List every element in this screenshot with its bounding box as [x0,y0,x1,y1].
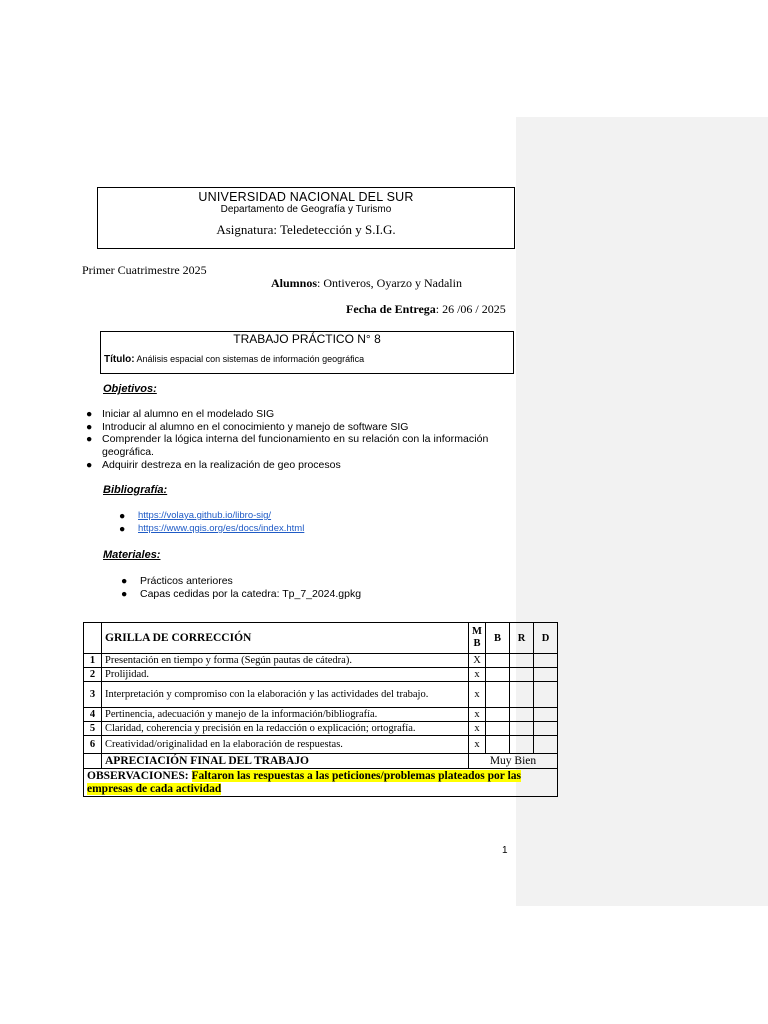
list-item: ● Introducir al alumno en el conocimiento y manejo de software SIG [86,420,409,433]
list-item: ● Iniciar al alumno en el modelado SIG [86,408,275,420]
bullet-icon: ● [86,433,93,445]
bullet-icon: ● [121,575,128,587]
col-d: D [534,623,558,654]
practical-subject-line [104,354,513,365]
link-qgis[interactable]: https://www.qgis.org/es/docs/index.html [138,523,305,534]
bullet-icon: ● [86,420,93,433]
observations-label: OBSERVACIONES: [87,769,192,782]
materials-heading: Materiales: [103,549,161,561]
bullet-icon: ● [86,408,93,420]
table-row: 2 Prolijidad. x [84,668,558,682]
final-appreciation-label: APRECIACIÓN FINAL DEL TRABAJO [102,754,469,769]
subject-name: Asignatura: Teledetección y S.I.G. [216,222,396,237]
col-r: R [510,623,534,654]
table-row: 4 Pertinencia, adecuación y manejo de la información/bibliografía. x [84,708,558,722]
page-number: 1 [502,845,508,856]
due-value: : 26 /06 / 2025 [435,302,506,316]
table-row: 3 Interpretación y compromiso con la elaboración y las actividades del trabajo. x [84,682,558,708]
students-label: Alumnos [271,276,318,290]
list-item [119,523,479,535]
observations-row [84,769,558,797]
correction-grid [83,622,558,797]
practical-title: TRABAJO PRÁCTICO N° 8 [233,332,381,346]
final-appreciation-row [84,754,558,769]
department-name: Departamento de Geografía y Turismo [220,204,392,215]
final-appreciation-value: Muy Bien [469,754,558,769]
due-label: Fecha de Entrega [346,302,436,316]
list-item: ● Adquirir destreza en la realización de geo procesos [86,459,341,471]
bullet-icon: ● [119,510,126,522]
list-item: ● Prácticos anteriores [121,575,233,587]
university-name: UNIVERSIDAD NACIONAL DEL SUR [198,190,414,204]
list-item: ● Capas cedidas por la catedra: Tp_7_2024.gpkg [121,587,362,600]
practical-box [100,331,514,374]
bullet-icon: ● [119,523,126,535]
students-line [271,276,462,291]
table-row: 1 Presentación en tiempo y forma (Según pautas de cátedra). X [84,654,558,668]
table-row: 5 Claridad, coherencia y precisión en la redacción o explicación; ortografía. x [84,722,558,736]
link-volaya[interactable]: https://volaya.github.io/libro-sig/ [138,510,272,521]
objectives-heading: Objetivos: [103,383,157,395]
col-b: B [486,623,510,654]
bullet-icon: ● [121,587,128,600]
observations-cell [84,769,558,797]
header-box [97,187,515,249]
bibliography-heading: Bibliografía: [103,484,168,496]
title-value: Análisis espacial con sistemas de información geográfica [134,354,365,364]
observations-text: Faltaron las respuestas a las peticiones/problemas plateados por las empresas de cada actividad [87,769,521,795]
students-value: : Ontiveros, Oyarzo y Nadalin [317,276,462,290]
list-item: ● Comprender la lógica interna del funcionamiento en su relación con la información [86,433,489,445]
bullet-icon: ● [86,459,93,471]
list-item [119,510,479,522]
term-text: Primer Cuatrimestre 2025 [82,263,207,277]
list-item-continuation: geográfica. [102,445,154,458]
due-date-line [346,302,506,317]
title-label: Título: [104,354,135,365]
grid-header-row [84,623,558,654]
table-row: 6 Creatividad/originalidad en la elaboración de respuestas. x [84,736,558,754]
col-mb: M B [469,623,486,654]
grid-title: GRILLA DE CORRECCIÓN [102,623,469,654]
